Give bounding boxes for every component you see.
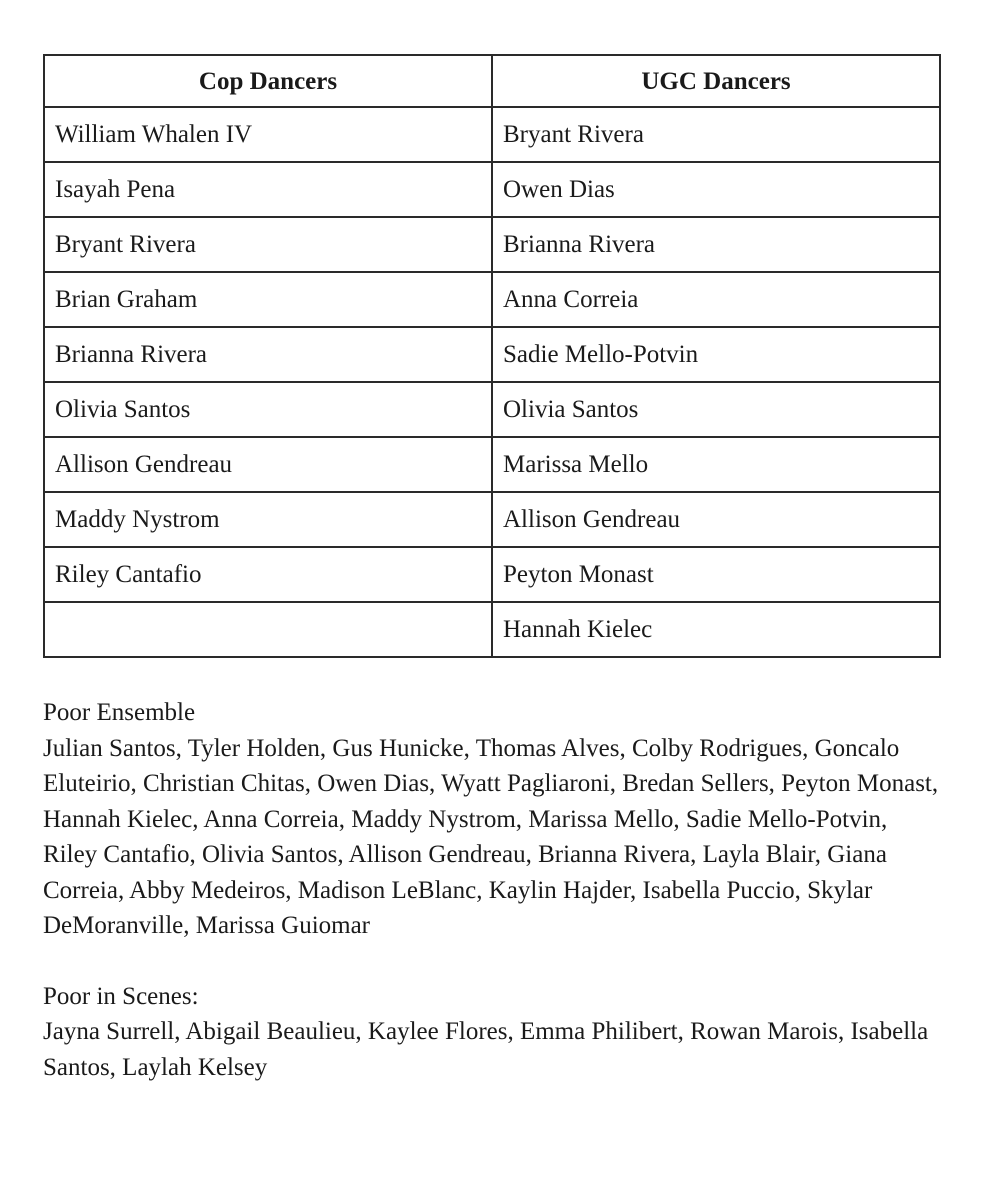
cop-dancer-cell: Allison Gendreau — [44, 437, 492, 492]
table-row — [44, 217, 940, 272]
cop-dancer-cell — [44, 602, 492, 657]
poor-in-scenes-title: Poor in Scenes: — [43, 982, 199, 1010]
ugc-dancer-cell: Bryant Rivera — [492, 107, 940, 162]
ugc-dancer-cell: Brianna Rivera — [492, 217, 940, 272]
cop-dancer-cell: Bryant Rivera — [44, 217, 492, 272]
ugc-dancer-cell: Sadie Mello-Potvin — [492, 327, 940, 382]
poor-ensemble-list: Julian Santos, Tyler Holden, Gus Hunicke, Thomas Alves, Colby Rodrigues, Goncalo Eluteirio, Christian Chitas, Owen Dias, Wyatt Pagliaroni, Bredan Sellers, Peyton Monast, Hannah Kielec, Anna Correia, Maddy Nystrom, Marissa Mello, Sadie Mello-Potvin, Riley Cantafio, Olivia Santos, Allison Gendreau, Brianna Rivera, Layla Blair, Giana Correia, Abby Medeiros, Madison LeBlanc, Kaylin Hajder, Isabella Puccio, Skylar DeMoranville, Marissa Guiomar — [43, 734, 939, 939]
cop-dancer-cell: Brian Graham — [44, 272, 492, 327]
ugc-dancer-cell: Anna Correia — [492, 272, 940, 327]
table-row — [44, 162, 940, 217]
cop-dancer-cell: Brianna Rivera — [44, 327, 492, 382]
ugc-dancer-cell: Marissa Mello — [492, 437, 940, 492]
document-page — [43, 54, 939, 1085]
cop-dancer-cell: Maddy Nystrom — [44, 492, 492, 547]
table-row — [44, 107, 940, 162]
table-row — [44, 327, 940, 382]
dancers-table — [43, 54, 941, 658]
cop-dancer-cell: William Whalen IV — [44, 107, 492, 162]
ugc-dancer-cell: Owen Dias — [492, 162, 940, 217]
table-row — [44, 382, 940, 437]
header-cop-dancers: Cop Dancers — [44, 55, 492, 107]
ugc-dancer-cell: Olivia Santos — [492, 382, 940, 437]
poor-in-scenes-section — [43, 979, 939, 1086]
cop-dancer-cell: Isayah Pena — [44, 162, 492, 217]
table-header-row — [44, 55, 940, 107]
poor-in-scenes-list: Jayna Surrell, Abigail Beaulieu, Kaylee Flores, Emma Philibert, Rowan Marois, Isabella Santos, Laylah Kelsey — [43, 1018, 929, 1081]
ugc-dancer-cell: Peyton Monast — [492, 547, 940, 602]
poor-ensemble-title: Poor Ensemble — [43, 699, 196, 726]
ugc-dancer-cell: Hannah Kielec — [492, 602, 940, 657]
header-ugc-dancers: UGC Dancers — [492, 55, 940, 107]
table-row — [44, 602, 940, 657]
table-row — [44, 492, 940, 547]
cop-dancer-cell: Olivia Santos — [44, 382, 492, 437]
table-row — [44, 547, 940, 602]
poor-ensemble-section — [43, 695, 939, 944]
cop-dancer-cell: Riley Cantafio — [44, 547, 492, 602]
table-row — [44, 272, 940, 327]
table-row — [44, 437, 940, 492]
ugc-dancer-cell: Allison Gendreau — [492, 492, 940, 547]
